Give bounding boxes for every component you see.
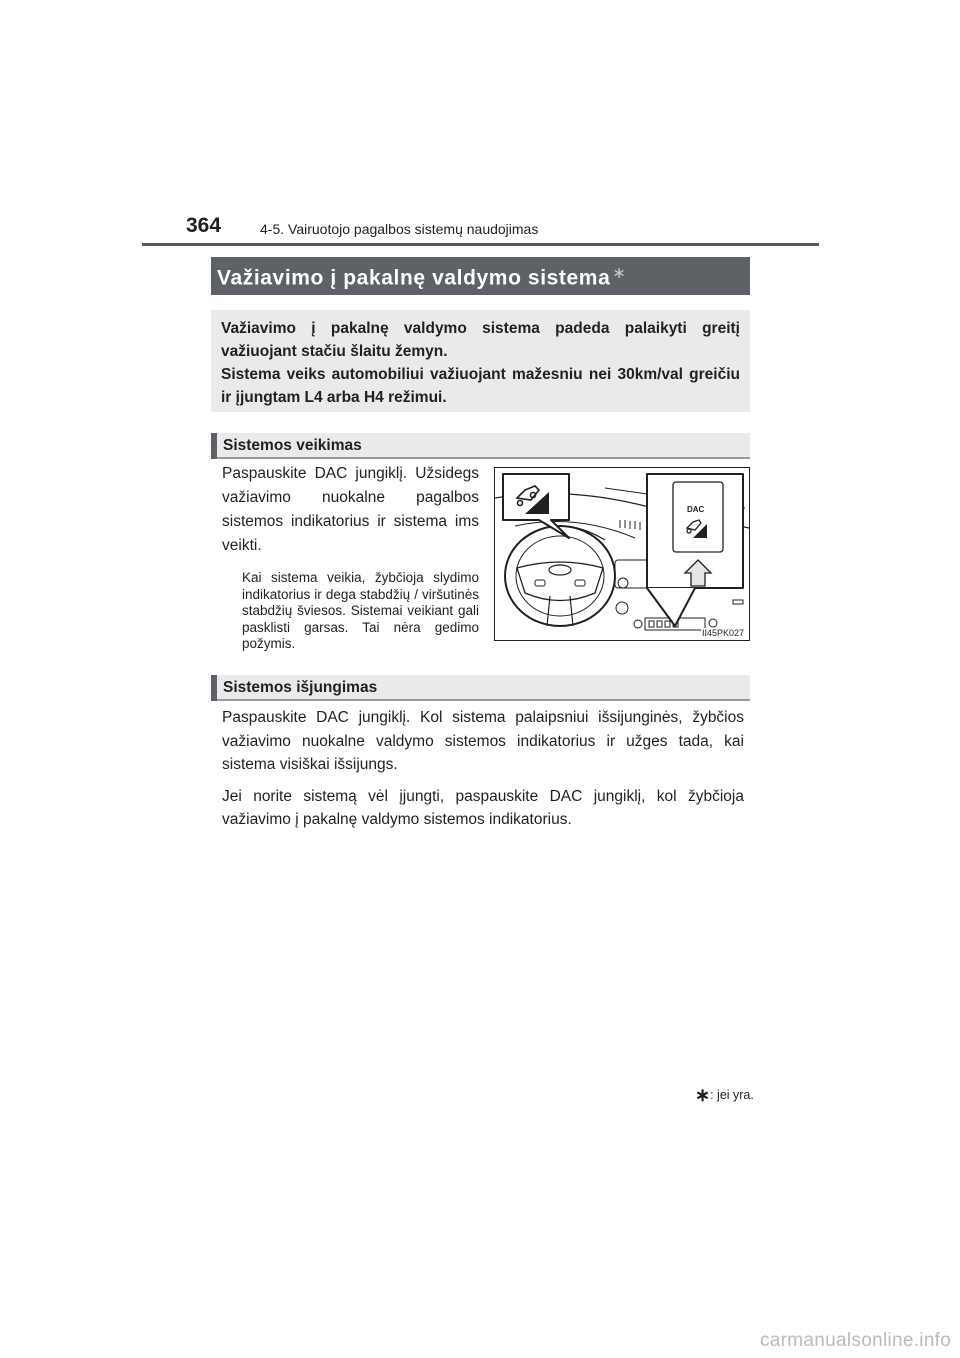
dac-button-label: DAC bbox=[687, 505, 705, 514]
operation-text-column bbox=[222, 462, 479, 653]
watermark: carmanualsonline.info bbox=[760, 1330, 952, 1351]
shutdown-text bbox=[222, 706, 744, 840]
availability-asterisk: ∗ bbox=[612, 265, 626, 282]
footnote bbox=[695, 1085, 754, 1106]
header-divider bbox=[142, 243, 819, 246]
shutdown-paragraph-2: Jei norite sistemą vėl įjungti, paspauskite DAC jungiklį, kol žybčioja važiavimo į pakalnę valdymo sistemos indikatorius. bbox=[222, 787, 744, 828]
intro-line-1: Važiavimo į pakalnę valdymo sistema padeda palaikyti greitį važiuojant stačiu šlaitu žemyn. bbox=[221, 320, 740, 360]
page-number: 364 bbox=[186, 214, 222, 237]
subheading-shutdown bbox=[211, 675, 750, 701]
figure-code: II45PK027 bbox=[701, 628, 744, 638]
footnote-asterisk: ∗ bbox=[695, 1085, 711, 1105]
dashboard-illustration bbox=[494, 467, 750, 641]
section-title-bar bbox=[211, 257, 750, 295]
subheading-operation bbox=[211, 433, 750, 459]
subheading-marker bbox=[211, 675, 217, 701]
section-title: Važiavimo į pakalnę valdymo sistema bbox=[217, 266, 611, 290]
intro-box bbox=[211, 310, 750, 412]
shutdown-paragraph-1: Paspauskite DAC jungiklį. Kol sistema palaipsniui išsijunginės, žybčios važiavimo nuokalne valdymo sistemos indikatorius ir užges tada, kai sistema visiškai išsijungs. bbox=[222, 709, 744, 773]
chapter-title: 4-5. Vairuotojo pagalbos sistemų naudojimas bbox=[260, 221, 539, 237]
subheading-operation-label: Sistemos veikimas bbox=[223, 437, 362, 454]
footnote-text: : jei yra. bbox=[710, 1088, 754, 1102]
subheading-shutdown-label: Sistemos išjungimas bbox=[223, 679, 378, 696]
operation-instruction: Paspauskite DAC jungiklį. Užsidegs važiavimo nuokalne pagalbos sistemos indikatorius ir sistema ims veikti. bbox=[222, 465, 479, 554]
operation-note: Kai sistema veikia, žybčioja slydimo indikatorius ir dega stabdžių / viršutinės stabdžių šviesos. Sistemai veikiant gali pasklisti garsas. Tai nėra gedimo požymis. bbox=[242, 570, 479, 651]
intro-line-2: Sistema veiks automobiliui važiuojant mažesniu nei 30km/val greičiu ir įjungtam L4 arba H4 režimui. bbox=[221, 366, 740, 406]
dashboard-drawing bbox=[495, 468, 749, 640]
subheading-marker bbox=[211, 433, 217, 459]
